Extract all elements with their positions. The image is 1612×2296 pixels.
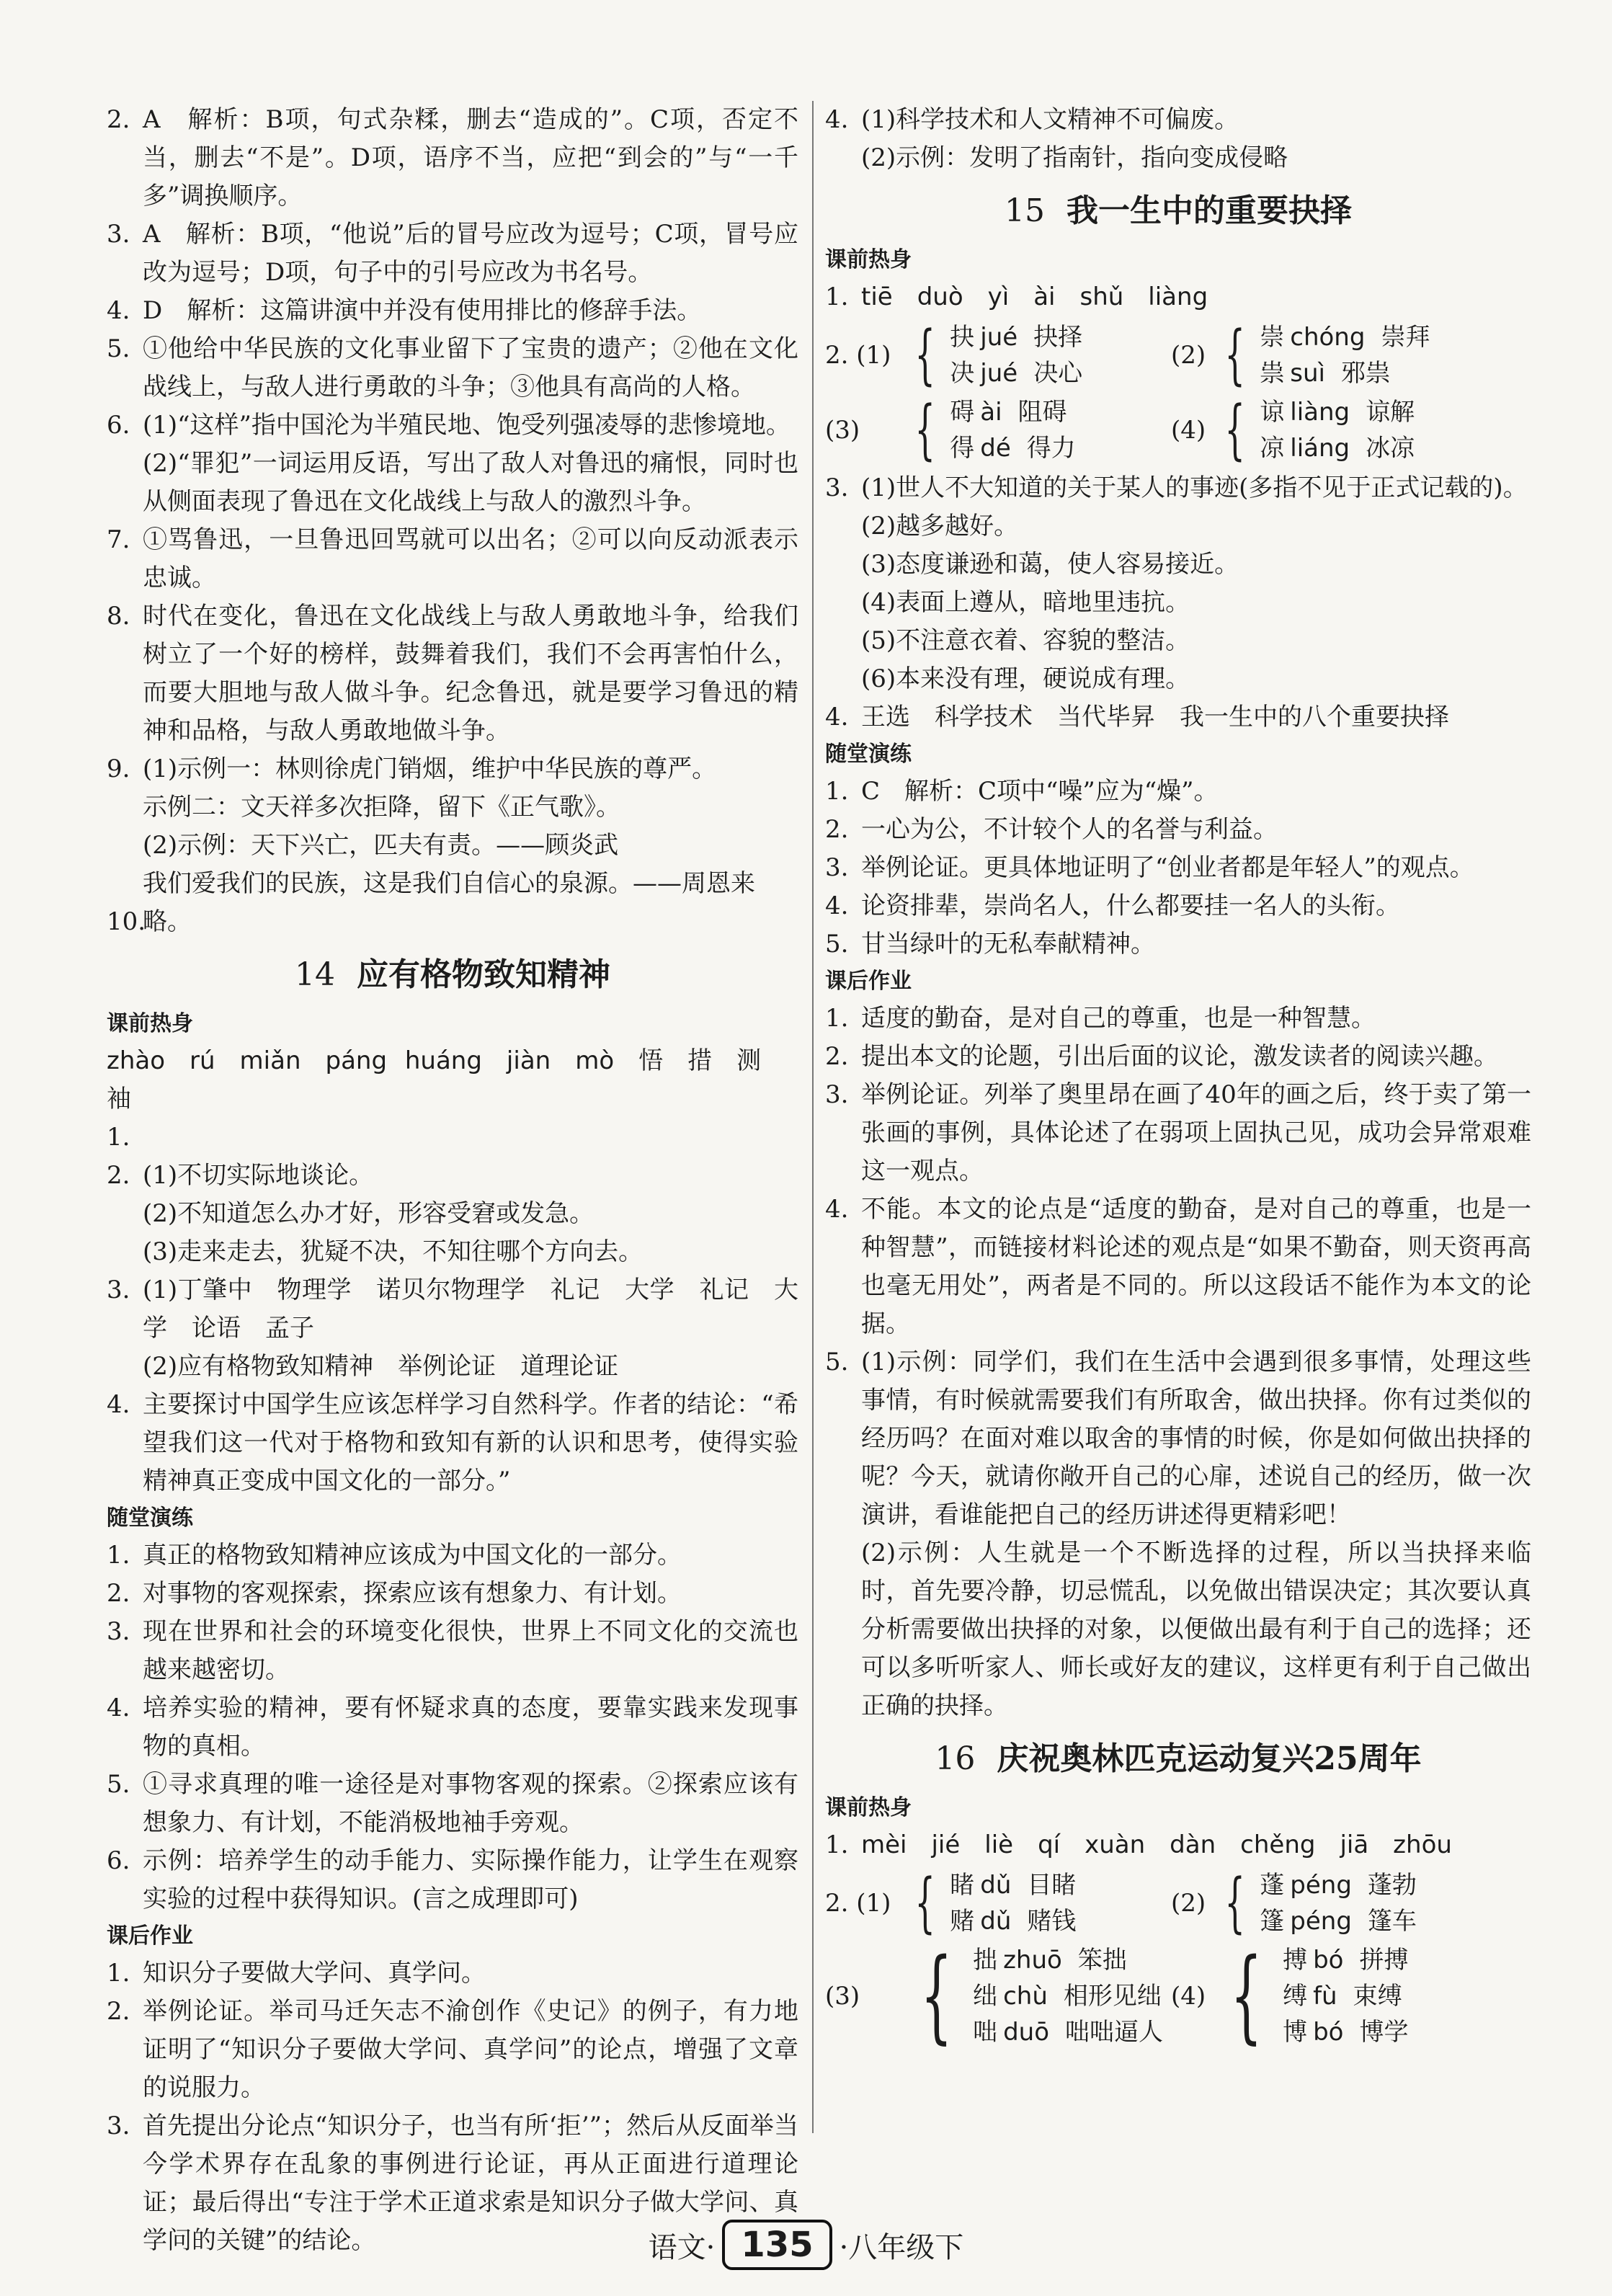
item-number: 1. — [825, 1830, 849, 1859]
item-text: 首先提出分论点“知识分子，也当有所‘拒’”；然后从反面举当今学术界存在乱象的事例进行论证，再从正面进行道理论证；最后得出“专注于学术正道求索是知识分子做大学问、真学问的关键”的结论。 — [143, 2112, 798, 2255]
item-number: 5. — [825, 930, 849, 958]
item-text: 知识分子要做大学问、真学问。 — [143, 1959, 486, 1988]
item-number: 10. — [107, 907, 146, 936]
item-number: 3. — [107, 1617, 130, 1646]
answer-item — [107, 1118, 798, 1157]
char-line — [973, 1942, 1163, 1978]
char-line — [1283, 1942, 1408, 1978]
pinyin: ài — [980, 398, 1002, 427]
pinyin-line: zhào rú miǎn páng huáng jiàn mò 悟 措 测 袖 — [107, 1046, 786, 1113]
answer-item — [107, 1842, 798, 1918]
answer-subpart: (3)走来走去，犹疑不决，不知往哪个方向去。 — [143, 1237, 644, 1266]
item-text: 举例论证。更具体地证明了“创业者都是年轻人”的观点。 — [861, 853, 1474, 882]
item-text: (1)示例：同学们，我们在生活中会遇到很多事情，处理这些事情，有时候就需要我们有所取舍，做出抉择。你有过类似的经历吗？在面对难以取舍的事情的时候，你是如何做出抉择的呢？今天，就请你敞开自己的心扉，述说自己的经历，做一次演讲，看谁能把自己的经历讲述得更精彩吧！ — [861, 1348, 1531, 1529]
item-text: (1)“这样”指中国沦为半殖民地、饱受列强凌辱的悲惨境地。 — [143, 411, 791, 440]
section-heading: 课前热身 — [107, 1011, 193, 1036]
item-number: 2. — [107, 105, 130, 134]
item-number: 2. — [107, 1161, 130, 1190]
answer-item — [107, 101, 798, 215]
group-label: (4) — [1171, 1982, 1206, 2011]
item-text: D 解析：这篇讲演中并没有使用排比的修辞手法。 — [143, 296, 702, 325]
item-number: 9. — [107, 755, 130, 783]
char-line — [950, 319, 1082, 355]
answer-item — [107, 1575, 798, 1613]
answer-item — [825, 887, 1531, 925]
answer-subpart: (4)表面上遵从，暗地里违抗。 — [861, 588, 1190, 617]
answer-9-quote: 我们爱我们的民族，这是我们自信心的泉源。——周恩来 — [143, 869, 755, 898]
lesson-number: 15 — [1005, 192, 1045, 229]
item-number: 2. — [107, 1997, 130, 2026]
word: 崇拜 — [1381, 323, 1430, 352]
item-number: 3. — [107, 220, 130, 249]
lesson15-practice — [825, 773, 1531, 964]
item-number: 1. — [107, 1123, 130, 1152]
character: 绌 — [973, 1982, 998, 2011]
char-groups-16a — [825, 1867, 1531, 1939]
item-number: 6. — [107, 1846, 130, 1875]
brace-icon: { — [920, 1937, 953, 2055]
character: 博 — [1283, 2018, 1308, 2047]
answer-item — [107, 215, 798, 292]
char-group-row — [825, 1867, 1531, 1939]
char-group — [825, 1867, 1171, 1939]
answer-item — [107, 1271, 798, 1348]
item-number: 1. — [107, 1959, 130, 1988]
item-text: 不能。本文的论点是“适度的勤奋，是对自己的尊重，也是一种智慧”，而链接材料论述的观点是“如果不勤奋，则天资再高也毫无用处”，两者是不同的。所以这段话不能作为本文的论据。 — [861, 1195, 1531, 1338]
pinyin: liáng — [1290, 434, 1350, 463]
item-text: C 解析：C项中“噪”应为“燥”。 — [861, 777, 1219, 806]
item-number: 4. — [825, 891, 849, 920]
character: 得 — [950, 434, 975, 463]
item-text: (1)示例一：林则徐虎门销烟，维护中华民族的尊严。 — [143, 755, 717, 783]
word: 束缚 — [1353, 1982, 1402, 2011]
item-number: 1. — [825, 1004, 849, 1033]
item-text: 现在世界和社会的环境变化很快，世界上不同文化的交流也越来越密切。 — [143, 1617, 798, 1684]
answer-item — [107, 1766, 798, 1842]
pinyin: bó — [1313, 1946, 1344, 1975]
char-line — [1260, 1903, 1417, 1939]
item-text — [143, 1118, 798, 1157]
brace-icon: { — [914, 1865, 935, 1941]
answer-subpart: (2)示例：发明了指南针，指向变成侵略 — [861, 143, 1288, 172]
char-line — [950, 1903, 1076, 1939]
group-label: (2) — [1171, 1889, 1206, 1918]
character: 碍 — [950, 398, 975, 427]
item-text: ①骂鲁迅，一旦鲁迅回骂就可以出名；②可以向反动派表示忠诚。 — [143, 525, 798, 592]
char-line — [1260, 319, 1430, 355]
word: 咄咄逼人 — [1065, 2018, 1164, 2047]
lesson-number: 16 — [935, 1740, 976, 1777]
char-group — [1171, 1867, 1517, 1939]
answer-item — [107, 330, 798, 406]
item-text: 主要探讨中国学生应该怎样学习自然科学。作者的结论：“希望我们这一代对于格物和致知有新的认识和思考，使得实验精神真正变成中国文化的一部分。” — [143, 1390, 798, 1495]
char-group-row — [825, 394, 1531, 466]
item-text: 提出本文的论题，引出后面的议论，激发读者的阅读兴趣。 — [861, 1042, 1498, 1071]
answer-item — [825, 811, 1531, 849]
item-number: 5. — [107, 1770, 130, 1799]
item-number: 4. — [107, 1390, 130, 1419]
answer-item — [825, 278, 1531, 316]
item-text: (1)丁肇中 物理学 诺贝尔物理学 礼记 大学 礼记 大学 论语 孟子 — [143, 1276, 798, 1343]
answer-item — [825, 1191, 1531, 1343]
pinyin: jué — [980, 359, 1018, 388]
item-number: 1. — [825, 282, 849, 311]
section-heading: 课后作业 — [107, 1923, 193, 1949]
item-text: 时代在变化，鲁迅在文化战线上与敌人勇敢地斗争，给我们树立了一个好的榜样，鼓舞着我们，我们不会再害怕什么，而要大胆地与敌人做斗争。纪念鲁迅，就是要学习鲁迅的精神和品格，与敌人勇敢地做斗争。 — [143, 602, 798, 745]
answer-6-part2: (2)“罪犯”一词运用反语，写出了敌人对鲁迅的痛恨，同时也从侧面表现了鲁迅在文化战线上与敌人的激烈斗争。 — [143, 449, 798, 516]
word: 谅解 — [1366, 398, 1415, 427]
lesson13-answers-a — [107, 101, 798, 445]
lesson13-answers-b — [107, 521, 798, 788]
item-number: 8. — [107, 602, 130, 631]
group-label: (3) — [825, 1982, 860, 2011]
item-text: 王选 科学技术 当代毕昇 我一生中的八个重要抉择 — [861, 703, 1449, 731]
answer-9-ex2: 示例二：文天祥多次拒降，留下《正气歌》。 — [143, 793, 620, 822]
answer-subpart: (6)本来没有理，硬说成有理。 — [861, 664, 1190, 693]
item-text: 举例论证。举司马迁矢志不渝创作《史记》的例子，有力地证明了“知识分子要做大学问、真学问”的论点，增强了文章的说服力。 — [143, 1997, 798, 2102]
character: 赌 — [950, 1907, 975, 1936]
item-text: A 解析：B项，句式杂糅，删去“造成的”。C项，否定不当，删去“不是”。D项，语序不当，应把“到会的”与“一千多”调换顺序。 — [143, 105, 798, 210]
item-number: 1. — [107, 1541, 130, 1570]
pinyin: suì — [1290, 359, 1325, 388]
answer-item — [107, 1157, 798, 1195]
item-text: 甘当绿叶的无私奉献精神。 — [861, 930, 1155, 958]
word: 决心 — [1033, 359, 1083, 388]
answer-subpart: (2)应有格物致知精神 举例论证 道理论证 — [143, 1352, 619, 1381]
item-text: 略。 — [143, 907, 192, 936]
char-line — [950, 355, 1082, 391]
item-number: 6. — [107, 411, 130, 440]
answer-item — [107, 1613, 798, 1689]
answer-item — [107, 1993, 798, 2107]
answer-item — [825, 773, 1531, 811]
brace-icon: { — [914, 392, 935, 468]
section-heading: 随堂演练 — [825, 742, 912, 767]
item-number: 5. — [107, 334, 130, 363]
item-number: 3. — [825, 473, 849, 502]
lesson-name: 我一生中的重要抉择 — [1066, 192, 1352, 229]
word: 赌钱 — [1027, 1907, 1077, 1936]
item-text: 举例论证。列举了奥里昂在画了40年的画之后，终于卖了第一张画的事例，具体论述了在弱项上固执己见，成功会异常艰难这一观点。 — [861, 1080, 1531, 1185]
section-heading: 随堂演练 — [107, 1505, 193, 1531]
item-number: 4. — [107, 1694, 130, 1722]
section-heading: 课前热身 — [825, 247, 912, 272]
group-label: 2. (1) — [825, 341, 891, 370]
item-text: 适度的勤奋，是对自己的尊重，也是一种智慧。 — [861, 1004, 1376, 1033]
column-divider — [812, 101, 814, 2133]
lesson15-homework — [825, 1000, 1531, 1534]
item-number: 3. — [825, 853, 849, 882]
answer-item — [107, 1954, 798, 1993]
answer-item — [107, 1386, 798, 1500]
lesson-title-15 — [825, 186, 1531, 236]
answer-item — [825, 925, 1531, 964]
lesson-title-14 — [107, 950, 798, 1000]
right-column — [825, 101, 1531, 2053]
character: 抉 — [950, 323, 975, 352]
item-text: 示例：培养学生的动手能力、实际操作能力，让学生在观察实验的过程中获得知识。(言之成理即可) — [143, 1846, 798, 1913]
answer-item — [825, 1000, 1531, 1038]
answer-item — [825, 101, 1531, 139]
answer-item — [107, 597, 798, 750]
char-line — [950, 1867, 1076, 1903]
pinyin-line: mèi jié liè qí xuàn dàn chěng jiā zhōu — [861, 1830, 1452, 1859]
item-text: ①他给中华民族的文化事业留下了宝贵的遗产；②他在文化战线上，与敌人进行勇敢的斗争；③他具有高尚的人格。 — [143, 334, 798, 401]
answer-3-parts — [825, 507, 1531, 698]
answer-item — [107, 292, 798, 330]
char-line — [1283, 1978, 1408, 2014]
char-line — [973, 1978, 1163, 2014]
group-label: (2) — [1171, 341, 1206, 370]
character: 搏 — [1283, 1946, 1308, 1975]
char-line — [950, 394, 1076, 430]
item-number: 3. — [825, 1080, 849, 1109]
char-group — [825, 319, 1171, 391]
pinyin: chóng — [1290, 323, 1366, 352]
word: 篷车 — [1367, 1907, 1417, 1936]
answer-item — [825, 849, 1531, 887]
character: 祟 — [1260, 359, 1285, 388]
footer-grade: ·八年级下 — [839, 2230, 964, 2264]
pinyin: péng — [1290, 1907, 1352, 1936]
brace-icon: { — [914, 317, 935, 393]
item-number: 5. — [825, 1348, 849, 1376]
lesson-name: 庆祝奥林匹克运动复兴25周年 — [997, 1740, 1422, 1777]
item-number: 2. — [825, 815, 849, 844]
pinyin: dǔ — [980, 1907, 1012, 1936]
char-group — [825, 394, 1171, 466]
char-line — [1260, 430, 1415, 466]
pinyin: zhuō — [1003, 1946, 1062, 1975]
answer-subpart: (2)不知道怎么办才好，形容受窘或发急。 — [143, 1199, 595, 1228]
item-text: (1)不切实际地谈论。 — [143, 1161, 374, 1190]
char-group — [825, 1937, 1171, 2055]
brace-icon: { — [1224, 392, 1245, 468]
char-line — [1283, 2014, 1408, 2050]
brace-icon: { — [1224, 1865, 1245, 1941]
answer-item — [825, 1826, 1531, 1864]
answer-subpart: (5)不注意衣着、容貌的整洁。 — [861, 626, 1190, 655]
page-number: 135 — [722, 2220, 832, 2270]
item-number: 3. — [107, 2112, 130, 2140]
pinyin: liàng — [1290, 398, 1350, 427]
character: 决 — [950, 359, 975, 388]
answer-subpart: (3)态度谦逊和蔼，使人容易接近。 — [861, 550, 1239, 579]
word: 目睹 — [1027, 1871, 1077, 1900]
char-line — [973, 2014, 1163, 2050]
group-label: (3) — [825, 416, 860, 445]
item-text: 论资排辈，崇尚名人，什么都要挂一名人的头衔。 — [861, 891, 1400, 920]
item-number: 1. — [825, 777, 849, 806]
group-label: (4) — [1171, 416, 1206, 445]
answer-item — [825, 469, 1531, 507]
group-label: 2. (1) — [825, 1889, 891, 1918]
item-number: 7. — [107, 525, 130, 554]
word: 相形见绌 — [1063, 1982, 1162, 2011]
pinyin-line: tiē duò yì ài shǔ liàng — [861, 282, 1208, 311]
pinyin: bó — [1313, 2018, 1344, 2047]
answer-9-part2: (2)示例：天下兴亡，匹夫有责。——顾炎武 — [143, 831, 619, 860]
char-line — [1260, 355, 1430, 391]
answer-5-part2: (2)示例：人生就是一个不断选择的过程，所以当抉择来临时，首先要冷静，切忌慌乱，以免做出错误决定；其次要认真分析需要做出抉择的对象，以便做出最有利于自己的选择；还可以多听听家人、师长或好友的建议，这样更有利于自己做出正确的抉择。 — [861, 1539, 1531, 1720]
lesson-title-16 — [825, 1734, 1531, 1784]
answer-item — [107, 406, 798, 445]
char-line — [950, 430, 1076, 466]
pinyin: péng — [1290, 1871, 1352, 1900]
pinyin: fù — [1313, 1982, 1337, 2011]
brace-icon: { — [1230, 1937, 1263, 2055]
char-group — [1171, 394, 1517, 466]
item-number: 4. — [825, 1195, 849, 1224]
item-number: 4. — [107, 296, 130, 325]
char-line — [1260, 394, 1415, 430]
answer-item — [825, 1076, 1531, 1191]
item-text: 对事物的客观探索，探索应该有想象力、有计划。 — [143, 1579, 682, 1608]
char-group-row — [825, 1937, 1531, 2055]
answer-subpart: (2)越多越好。 — [861, 512, 1019, 540]
character: 谅 — [1260, 398, 1285, 427]
char-group — [1171, 1937, 1517, 2055]
item-number: 4. — [825, 703, 849, 731]
answer-item — [107, 1536, 798, 1575]
character: 蓬 — [1260, 1871, 1285, 1900]
character: 篷 — [1260, 1907, 1285, 1936]
item-number: 2. — [107, 1579, 130, 1608]
pinyin: dé — [980, 434, 1011, 463]
item-number: 2. — [825, 1042, 849, 1071]
footer-subject: 语文· — [648, 2230, 716, 2264]
item-text: 培养实验的精神，要有怀疑求真的态度，要靠实践来发现事物的真相。 — [143, 1694, 798, 1761]
word: 博学 — [1359, 2018, 1409, 2047]
word: 冰凉 — [1366, 434, 1415, 463]
pinyin: jué — [980, 323, 1018, 352]
char-groups-16b — [825, 1937, 1531, 2055]
character: 拙 — [973, 1946, 998, 1975]
char-line — [1260, 1867, 1417, 1903]
character: 凉 — [1260, 434, 1285, 463]
page-footer — [0, 2220, 1612, 2270]
answer-item — [107, 521, 798, 597]
lesson14-practice — [107, 1536, 798, 1918]
word: 笨拙 — [1077, 1946, 1127, 1975]
section-heading: 课后作业 — [825, 969, 912, 994]
lesson-name: 应有格物致知精神 — [357, 956, 610, 993]
word: 蓬勃 — [1367, 1871, 1417, 1900]
answer-item — [107, 1689, 798, 1766]
word: 阻碍 — [1017, 398, 1067, 427]
answer-item — [825, 1038, 1531, 1076]
answer-item — [825, 1343, 1531, 1534]
lesson-number: 14 — [295, 956, 335, 993]
word: 拼搏 — [1359, 1946, 1409, 1975]
left-column — [107, 101, 798, 2260]
character: 咄 — [973, 2018, 998, 2047]
answer-item — [107, 903, 798, 941]
section-heading: 课前热身 — [825, 1795, 912, 1820]
lesson14-homework — [107, 1954, 798, 2260]
brace-icon: { — [1224, 317, 1245, 393]
item-text: A 解析：B项，“他说”后的冒号应改为逗号；C项，冒号应改为逗号；D项，句子中的引号应改为书名号。 — [143, 220, 798, 287]
pinyin: chù — [1003, 1982, 1048, 2011]
word: 得力 — [1026, 434, 1076, 463]
character: 睹 — [950, 1871, 975, 1900]
item-text: ①寻求真理的唯一途径是对事物客观的探索。②探索应该有想象力、有计划，不能消极地袖手旁观。 — [143, 1770, 798, 1837]
pinyin: duō — [1003, 2018, 1050, 2047]
word: 抉择 — [1033, 323, 1083, 352]
item-number: 3. — [107, 1276, 130, 1304]
char-groups-15 — [825, 319, 1531, 466]
char-group — [1171, 319, 1517, 391]
word: 邪祟 — [1340, 359, 1390, 388]
pinyin: dǔ — [980, 1871, 1012, 1900]
answer-item — [825, 698, 1531, 737]
item-text: 一心为公，不计较个人的名誉与利益。 — [861, 815, 1278, 844]
answer-item — [107, 750, 798, 788]
character: 缚 — [1283, 1982, 1308, 2011]
item-text: (1)世人不大知道的关于某人的事迹(多指不见于正式记载的)。 — [861, 473, 1528, 502]
item-text: (1)科学技术和人文精神不可偏废。 — [861, 105, 1239, 134]
char-group-row — [825, 319, 1531, 391]
item-text: 真正的格物致知精神应该成为中国文化的一部分。 — [143, 1541, 682, 1570]
character: 崇 — [1260, 323, 1285, 352]
item-number: 4. — [825, 105, 849, 134]
